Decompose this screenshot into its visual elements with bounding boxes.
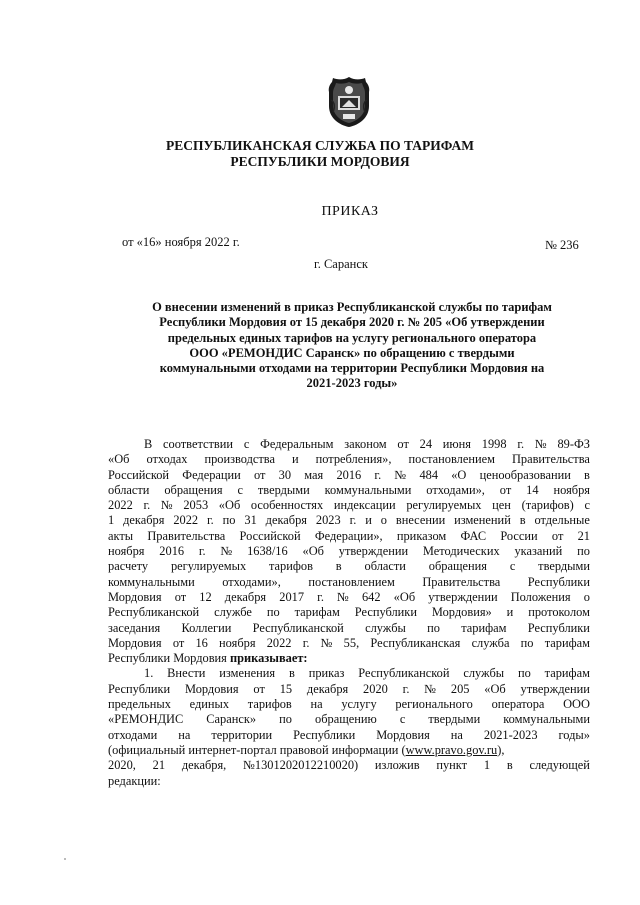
item-1-paragraph <box>108 666 590 742</box>
subject-line: Республики Мордовия от 15 декабря 2020 г. № 205 «Об утверждении <box>159 315 545 330</box>
order-body <box>108 437 590 789</box>
preamble-line: Республиканской службе по тарифам Республики Мордовия» и протоколом <box>108 605 590 620</box>
subject-line: предельных единых тарифов на услугу регионального оператора <box>167 330 537 345</box>
subject-line: коммунальными отходами на территории Республики Мордовия на <box>159 361 545 376</box>
preamble-paragraph <box>108 437 590 651</box>
item-1-end-text: редакции: <box>108 773 161 788</box>
preamble-line: 2022 г. № 2053 «Об особенностях индексации регулируемых цен (тарифов) с <box>108 498 590 513</box>
order-date: от «16» ноября 2022 г. <box>122 235 240 249</box>
preamble-line: коммунальными отходами», постановлением Правительства Республики <box>108 574 590 589</box>
org-title-line2: РЕСПУБЛИКИ МОРДОВИЯ <box>230 154 410 169</box>
subject-line: О внесении изменений в приказ Республиканской службы по тарифам <box>152 300 552 314</box>
org-title-line1: РЕСПУБЛИКАНСКАЯ СЛУЖБА ПО ТАРИФАМ <box>165 138 475 153</box>
order-subject <box>118 300 586 392</box>
preamble-line: области обращения с твердыми коммунальными отходами», от 14 ноября <box>108 482 590 497</box>
item-1-tail-line: 2020, 21 декабря, №1301202012210020) изложив пункт 1 в следующей <box>108 758 590 773</box>
item-1-line: «РЕМОНДИС Саранск» по обращению с твердыми коммунальными <box>108 712 590 727</box>
link-prefix: (официальный интернет-портал правовой информации ( <box>108 742 406 757</box>
preamble-line: В соответствии с Федеральным законом от 24 июня 1998 г. № 89-ФЗ <box>144 437 590 451</box>
order-number: № 236 <box>545 238 579 252</box>
organization-title <box>100 138 540 170</box>
coat-of-arms-emblem <box>327 76 371 128</box>
preamble-line: ноября 2016 г. № 1638/16 «Об утверждении Методических указаний по <box>108 544 590 559</box>
item-1-line: предельных единых тарифов на услугу регионального оператора ООО <box>108 697 590 712</box>
preamble-line: Российской Федерации от 30 мая 2016 г. № 484 «О ценообразовании в <box>108 467 590 482</box>
item-1-link-line <box>108 743 590 758</box>
subject-line: ООО «РЕМОНДИС Саранск» по обращению с твердыми <box>189 345 515 360</box>
preamble-line: Мордовия от 16 ноября 2022 г. № 55, Республиканская служба по тарифам <box>108 635 590 650</box>
city-name: г. Саранск <box>314 257 368 271</box>
order-heading: ПРИКАЗ <box>321 204 379 219</box>
preamble-line: «Об отходах производства и потребления», постановлением Правительства <box>108 452 590 467</box>
preamble-line: Мордовия от 12 декабря 2017 г. № 642 «Об утверждении Положения о <box>108 589 590 604</box>
preamble-final-line <box>108 651 590 666</box>
item-1-end-line <box>108 774 590 789</box>
item-1-line: 1. Внести изменения в приказ Республиканской службы по тарифам <box>144 666 590 681</box>
item-1-line: Республики Мордовия от 15 декабря 2020 г. № 205 «Об утверждении <box>108 681 590 696</box>
item-1-line: отходами на территории Республики Мордовия на 2021-2023 годы» <box>108 727 590 742</box>
link-suffix: ), <box>497 742 505 757</box>
pravo-gov-link[interactable]: www.pravo.gov.ru <box>405 742 498 757</box>
preamble-line: расчету регулируемых тарифов в области обращения с твердыми <box>108 559 590 574</box>
preamble-last-text: Республики Мордовия <box>108 651 227 666</box>
preamble-line: заседания Коллегии Республиканской службы по тарифам Республики <box>108 620 590 635</box>
preamble-line: акты Правительства Российской Федерации», приказом ФАС России от 21 <box>108 528 590 543</box>
scan-speck <box>64 858 66 860</box>
preamble-line: 1 декабря 2022 г. по 31 декабря 2023 г. и о внесении изменений в отдельные <box>108 513 590 528</box>
subject-line: 2021-2023 годы» <box>306 376 398 391</box>
directive-word: приказывает: <box>229 651 308 666</box>
